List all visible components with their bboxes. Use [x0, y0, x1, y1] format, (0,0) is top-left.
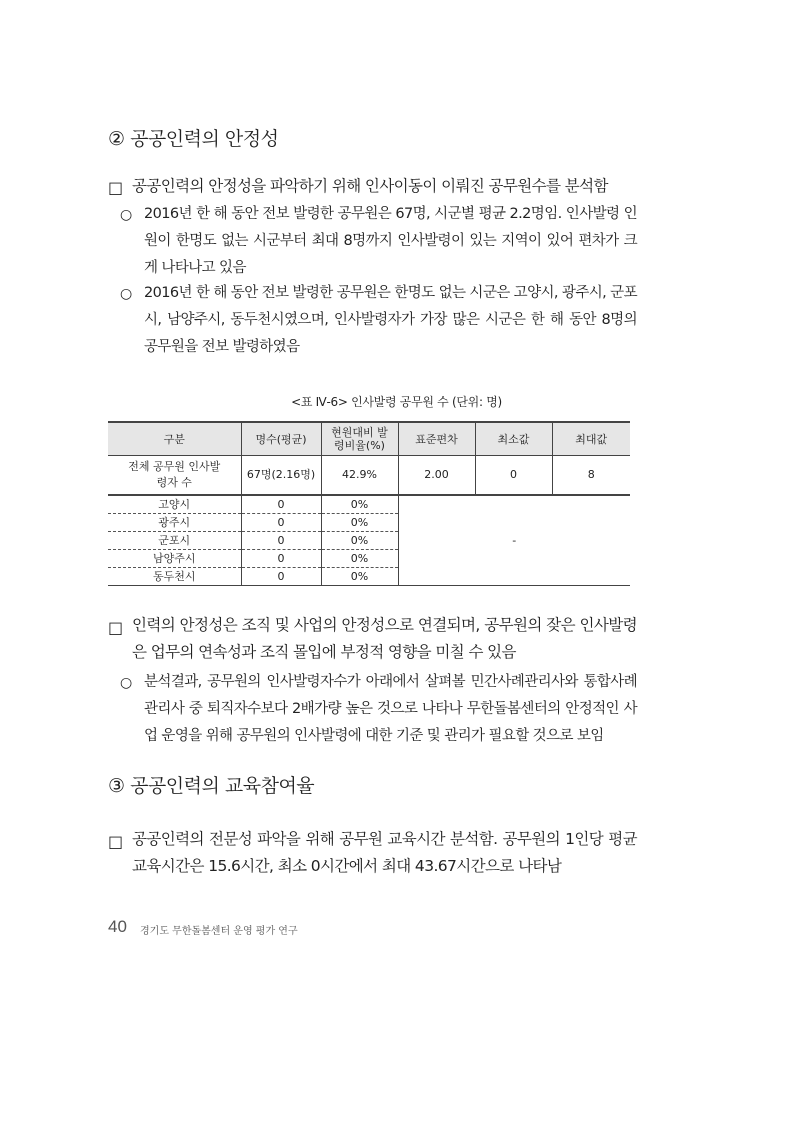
column-header: 최소값	[475, 422, 552, 456]
table-cell: 0%	[321, 568, 398, 586]
table-caption: <표 Ⅳ-6> 인사발령 공무원 수 (단위: 명)	[291, 395, 502, 409]
table-row-total	[108, 456, 630, 496]
table-header-row	[108, 422, 630, 456]
table-cell: 군포시	[108, 532, 241, 550]
table-row	[108, 495, 630, 514]
footer-title: 경기도 무한돌봄센터 운영 평가 연구	[140, 926, 298, 937]
table-cell: 0	[241, 550, 321, 568]
table-cell: 8	[552, 456, 630, 496]
table-cell: 0	[241, 532, 321, 550]
table-cell: 42.9%	[321, 456, 398, 496]
square-bullet: □	[108, 618, 124, 637]
paragraph-transfer-average: 2016년 한 해 동안 전보 발령한 공무원은 67명, 시군별 평균 2.2명임. 인사발령 인원이 한명도 없는 시군부터 최대 8명까지 인사발령이 있는 지역이 있어 편차가 크게 나타나고 있음	[144, 206, 637, 276]
circle-bullet: ○	[120, 675, 133, 691]
circle-bullet: ○	[120, 207, 133, 223]
table-cell: 광주시	[108, 514, 241, 532]
paragraph-transfer-regions: 2016년 한 해 동안 전보 발령한 공무원은 한명도 없는 시군은 고양시, 광주시, 군포시, 남양주시, 동두천시였으며, 인사발령자가 가장 많은 시군은 한 해 동안 8명의 공무원을 전보 발령하였음	[144, 285, 637, 355]
page-number: 40	[108, 917, 127, 936]
table-cell: 고양시	[108, 495, 241, 514]
paragraph-analysis-result: 분석결과, 공무원의 인사발령자수가 아래에서 살펴볼 민간사례관리사와 통합사례관리사 중 퇴직자수보다 2배가량 높은 것으로 나타나 무한돌봄센터의 안정적인 사업 운영을 위해 공무원의 인사발령에 대한 기준 및 관리가 필요할 것으로 보임	[144, 674, 637, 744]
table-cell: 0%	[321, 550, 398, 568]
section-heading-stability: ② 공공인력의 안정성	[108, 128, 279, 150]
section-heading-education: ③ 공공인력의 교육참여율	[108, 775, 315, 797]
table-cell: 0	[241, 514, 321, 532]
table-cell: 2.00	[398, 456, 475, 496]
paragraph-education-hours: 공공인력의 전문성 파악을 위해 공무원 교육시간 분석함. 공무원의 1인당 평균 교육시간은 15.6시간, 최소 0시간에서 최대 43.67시간으로 나타남	[132, 830, 637, 875]
column-header: 최대값	[552, 422, 630, 456]
column-header: 표준편차	[398, 422, 475, 456]
square-bullet: □	[108, 832, 124, 851]
table-cell: 0	[241, 495, 321, 514]
column-header: 구분	[108, 422, 241, 456]
table-cell: 전체 공무원 인사발령자 수	[108, 456, 241, 496]
table-cell: 0%	[321, 495, 398, 514]
table-cell: 0%	[321, 514, 398, 532]
table-cell-merged: -	[398, 495, 630, 586]
table-cell: 0	[475, 456, 552, 496]
column-header: 명수(평균)	[241, 422, 321, 456]
table-cell: 67명(2.16명)	[241, 456, 321, 496]
table-cell: 0	[241, 568, 321, 586]
table-cell: 동두천시	[108, 568, 241, 586]
table-cell: 남양주시	[108, 550, 241, 568]
paragraph-stability-intro: 공공인력의 안정성을 파악하기 위해 인사이동이 이뤄진 공무원수를 분석함	[132, 177, 608, 195]
square-bullet: □	[108, 178, 124, 197]
paragraph-stability-impact: 인력의 안정성은 조직 및 사업의 안정성으로 연결되며, 공무원의 잦은 인사발령은 업무의 연속성과 조직 몰입에 부정적 영향을 미칠 수 있음	[132, 616, 637, 661]
circle-bullet: ○	[120, 286, 133, 302]
column-header: 현원대비 발령비율(%)	[321, 422, 398, 456]
transfer-table	[108, 421, 630, 586]
table-cell: 0%	[321, 532, 398, 550]
